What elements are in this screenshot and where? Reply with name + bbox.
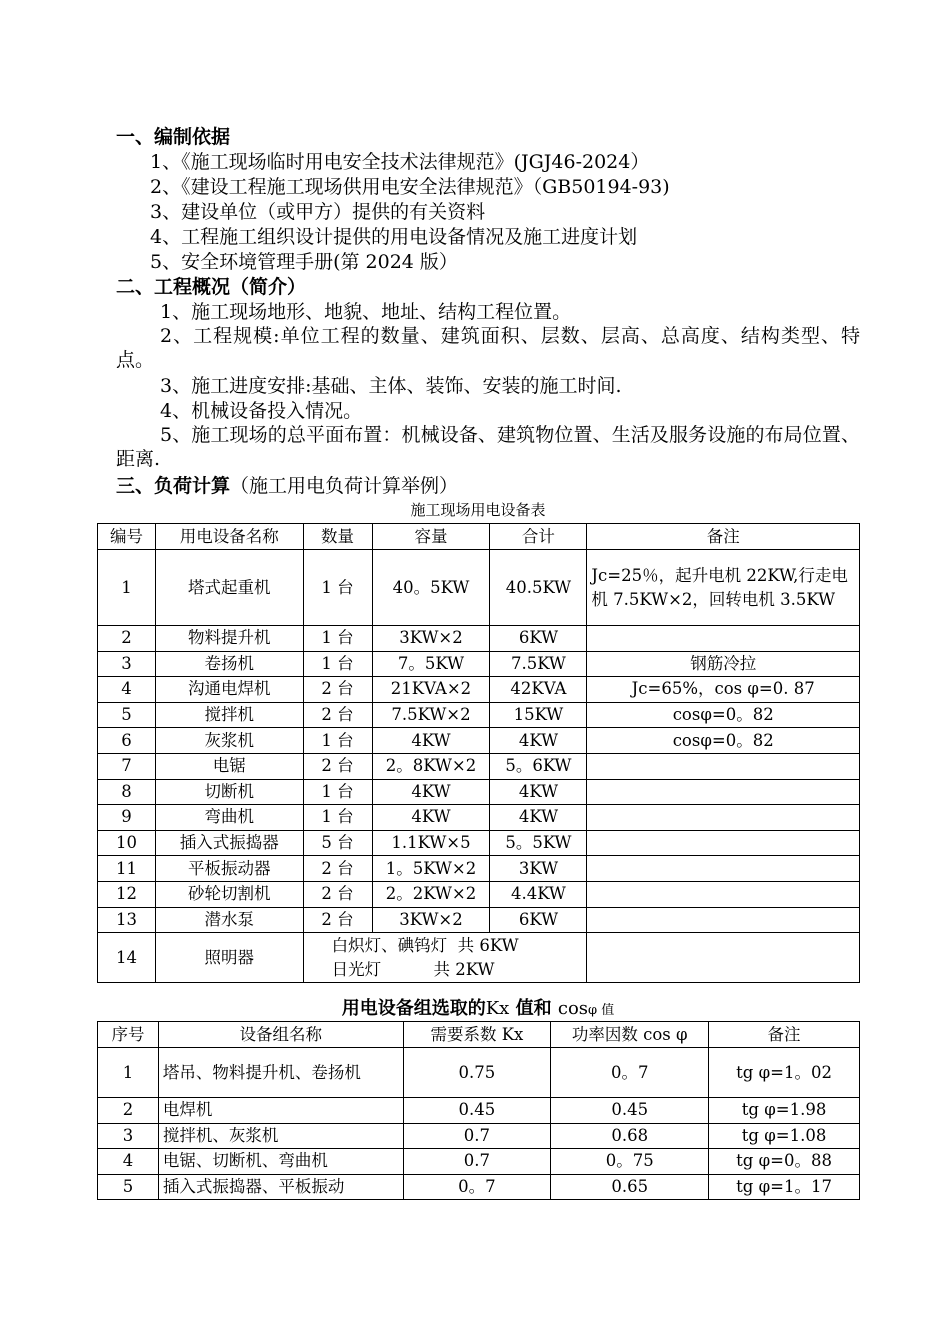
column-header: 数量: [303, 524, 372, 550]
coefficient-table: [97, 1021, 860, 1200]
table2-caption-cos: cos: [557, 998, 589, 1019]
table-cell: 6KW: [490, 626, 587, 652]
table-cell: tg φ=1。02: [709, 1048, 860, 1098]
table-cell: [587, 856, 860, 882]
table-row: [98, 728, 860, 754]
table-cell: 0.75: [403, 1048, 551, 1098]
table-cell: 3KW: [490, 856, 587, 882]
table-cell: 15KW: [490, 702, 587, 728]
table-cell: [587, 626, 860, 652]
table-cell: 21KVA×2: [372, 677, 490, 703]
column-header: 备注: [709, 1022, 860, 1048]
table-cell: 1.1KW×5: [372, 830, 490, 856]
table-cell: 卷扬机: [155, 651, 303, 677]
table-cell: 砂轮切割机: [155, 881, 303, 907]
table-cell: 4.4KW: [490, 881, 587, 907]
table-cell: 4KW: [372, 805, 490, 831]
table-cell: 3: [98, 1123, 159, 1149]
table-cell: 2 台: [303, 881, 372, 907]
lighting-line-2: 日光灯 共 2KW: [331, 959, 495, 979]
table-cell: 6: [98, 728, 156, 754]
column-header: 需要系数 Kx: [403, 1022, 551, 1048]
table-cell: 3KW×2: [372, 907, 490, 933]
table-row: [98, 933, 860, 983]
table-cell: 电锯、切断机、弯曲机: [158, 1149, 403, 1175]
section2-item-1: 1、施工现场地形、地貌、地址、结构工程位置。: [160, 301, 572, 323]
table2-caption-main: 用电设备组选取的: [341, 998, 486, 1019]
table-cell: 1 台: [303, 550, 372, 626]
table-row: [98, 1048, 860, 1098]
table-cell: 3: [98, 651, 156, 677]
table-cell: tg φ=1.08: [709, 1123, 860, 1149]
table2-caption-end: 值: [597, 1003, 615, 1018]
table-cell: 0。75: [551, 1149, 709, 1175]
table-cell: 4KW: [490, 779, 587, 805]
column-header: 备注: [587, 524, 860, 550]
column-header: 用电设备名称: [155, 524, 303, 550]
table-cell: 塔吊、物料提升机、卷扬机: [158, 1048, 403, 1098]
table-cell: 5: [98, 1174, 159, 1200]
table-cell: 7。5KW: [372, 651, 490, 677]
table-cell: 2。2KW×2: [372, 881, 490, 907]
table-header-row: [98, 1022, 860, 1048]
table-cell: 沟通电焊机: [155, 677, 303, 703]
table-row: [98, 702, 860, 728]
table-row: [98, 651, 860, 677]
section1-item-2: 2、《建设工程施工现场供用电安全法律规范》（GB50194-93): [150, 176, 670, 198]
table-cell: 1 台: [303, 779, 372, 805]
table-cell: 0.65: [551, 1174, 709, 1200]
table-cell: 2: [98, 626, 156, 652]
lighting-capacity-cell: [303, 933, 587, 983]
section2-heading: 二、工程概况（简介）: [116, 276, 307, 298]
section2-item-3: 3、施工进度安排:基础、主体、装饰、安装的施工时间.: [160, 375, 622, 397]
table-cell: tg φ=1.98: [709, 1098, 860, 1124]
table-cell: 3KW×2: [372, 626, 490, 652]
table-cell: 10: [98, 830, 156, 856]
table-cell: 2: [98, 1098, 159, 1124]
section2-item-2: 2、工程规模:单位工程的数量、建筑面积、层数、层高、总高度、结构类型、特点。: [116, 325, 860, 371]
section1-heading: 一、编制依据: [116, 126, 231, 148]
table-cell: 搅拌机、灰浆机: [158, 1123, 403, 1149]
table-row: [98, 753, 860, 779]
table-cell: 14: [98, 933, 156, 983]
table-cell: 4KW: [372, 728, 490, 754]
table-row: [98, 830, 860, 856]
section1-item-3: 3、建设单位（或甲方）提供的有关资料: [150, 201, 486, 223]
section2-item-5: 5、施工现场的总平面布置：机械设备、建筑物位置、生活及服务设施的布局位置、距离.: [116, 424, 860, 470]
table-cell: 搅拌机: [155, 702, 303, 728]
table-row: [98, 1149, 860, 1175]
table-cell: 4: [98, 1149, 159, 1175]
table-cell: tg φ=0。88: [709, 1149, 860, 1175]
table-cell: 0。7: [551, 1048, 709, 1098]
table-cell: Jc=25％，起升电机 22KW,行走电机 7.5KW×2，回转电机 3.5KW: [587, 550, 860, 626]
section3-heading-bold: 三、负荷计算: [116, 475, 231, 497]
table-cell: 11: [98, 856, 156, 882]
table2-caption-phi: φ: [588, 1003, 598, 1018]
column-header: 合计: [490, 524, 587, 550]
table-cell: 40.5KW: [490, 550, 587, 626]
column-header: 编号: [98, 524, 156, 550]
table-cell: 1 台: [303, 805, 372, 831]
table-cell: 钢筋冷拉: [587, 651, 860, 677]
table-cell: 2。8KW×2: [372, 753, 490, 779]
section1-item-5: 5、安全环境管理手册(第 2024 版）: [150, 251, 458, 273]
table-cell: 42KVA: [490, 677, 587, 703]
table-cell: 0.45: [551, 1098, 709, 1124]
table-cell: 塔式起重机: [155, 550, 303, 626]
table-cell: 1 台: [303, 651, 372, 677]
table-cell: 9: [98, 805, 156, 831]
table-row: [98, 1123, 860, 1149]
table-cell: 1 台: [303, 728, 372, 754]
section3-heading-note: （施工用电负荷计算举例）: [230, 475, 459, 497]
table-row: [98, 805, 860, 831]
section3-heading: [116, 474, 458, 498]
table-header-row: [98, 524, 860, 550]
column-header: 容量: [372, 524, 490, 550]
table-cell: 弯曲机: [155, 805, 303, 831]
table-cell: [587, 830, 860, 856]
table-row: [98, 856, 860, 882]
table-row: [98, 550, 860, 626]
table-cell: 8: [98, 779, 156, 805]
table-cell: [587, 907, 860, 933]
table-cell: 插入式振捣器: [155, 830, 303, 856]
table-cell: 5。6KW: [490, 753, 587, 779]
column-header: 序号: [98, 1022, 159, 1048]
table-cell: [587, 753, 860, 779]
table-cell: 0.45: [403, 1098, 551, 1124]
table-cell: 7.5KW: [490, 651, 587, 677]
table-cell: 0.68: [551, 1123, 709, 1149]
table-cell: 4KW: [490, 728, 587, 754]
table-cell: 7.5KW×2: [372, 702, 490, 728]
table-cell: 5。5KW: [490, 830, 587, 856]
table-cell: 0。7: [403, 1174, 551, 1200]
table-cell: 灰浆机: [155, 728, 303, 754]
table-cell: [587, 881, 860, 907]
table-cell: 13: [98, 907, 156, 933]
table-cell: 1: [98, 1048, 159, 1098]
table-cell: 6KW: [490, 907, 587, 933]
table-cell: 0.7: [403, 1149, 551, 1175]
table-cell: 2 台: [303, 856, 372, 882]
table-row: [98, 626, 860, 652]
table-cell: 2 台: [303, 753, 372, 779]
table-cell: 平板振动器: [155, 856, 303, 882]
table-cell: 电锯: [155, 753, 303, 779]
table-row: [98, 677, 860, 703]
table-cell: 2 台: [303, 677, 372, 703]
table-cell: 照明器: [155, 933, 303, 983]
table-cell: [587, 779, 860, 805]
table-cell: 切断机: [155, 779, 303, 805]
section1-item-1: 1、《施工现场临时用电安全技术法律规范》(JGJ46-2024）: [150, 151, 650, 173]
table-cell: 5: [98, 702, 156, 728]
table2-caption: [97, 997, 859, 1023]
column-header: 功率因数 cos φ: [551, 1022, 709, 1048]
table-row: [98, 1098, 860, 1124]
table-cell: 1。5KW×2: [372, 856, 490, 882]
table-cell: 电焊机: [158, 1098, 403, 1124]
table-row: [98, 779, 860, 805]
column-header: 设备组名称: [158, 1022, 403, 1048]
table-cell: 0.7: [403, 1123, 551, 1149]
table-cell: 1 台: [303, 626, 372, 652]
table-cell: 4KW: [490, 805, 587, 831]
table-row: [98, 907, 860, 933]
table-cell: tg φ=1。17: [709, 1174, 860, 1200]
table-cell: cosφ=0。82: [587, 728, 860, 754]
table-cell: 插入式振捣器、平板振动: [158, 1174, 403, 1200]
table-cell: 2 台: [303, 702, 372, 728]
lighting-line-1: 白炽灯、碘钨灯 共 6KW: [331, 935, 519, 955]
table-cell: 1: [98, 550, 156, 626]
table-row: [98, 881, 860, 907]
table-cell: 5 台: [303, 830, 372, 856]
table2-caption-kx: Kx: [485, 998, 510, 1019]
table1-caption: 施工现场用电设备表: [410, 501, 546, 519]
table-cell: [587, 805, 860, 831]
table-cell: 2 台: [303, 907, 372, 933]
section1-item-4: 4、工程施工组织设计提供的用电设备情况及施工进度计划: [150, 226, 638, 248]
section2-item-4: 4、机械设备投入情况。: [160, 400, 363, 422]
table-cell: cosφ=0。82: [587, 702, 860, 728]
table-cell: 7: [98, 753, 156, 779]
table-cell: 4: [98, 677, 156, 703]
table-row: [98, 1174, 860, 1200]
table-cell: 物料提升机: [155, 626, 303, 652]
table-cell: 40。5KW: [372, 550, 490, 626]
table-cell: 12: [98, 881, 156, 907]
table-cell: [587, 933, 860, 983]
table-cell: 4KW: [372, 779, 490, 805]
table2-caption-mid: 值和: [509, 998, 558, 1019]
table-cell: 潜水泵: [155, 907, 303, 933]
equipment-table: [97, 523, 860, 983]
table-cell: Jc=65%，cos φ=0. 87: [587, 677, 860, 703]
